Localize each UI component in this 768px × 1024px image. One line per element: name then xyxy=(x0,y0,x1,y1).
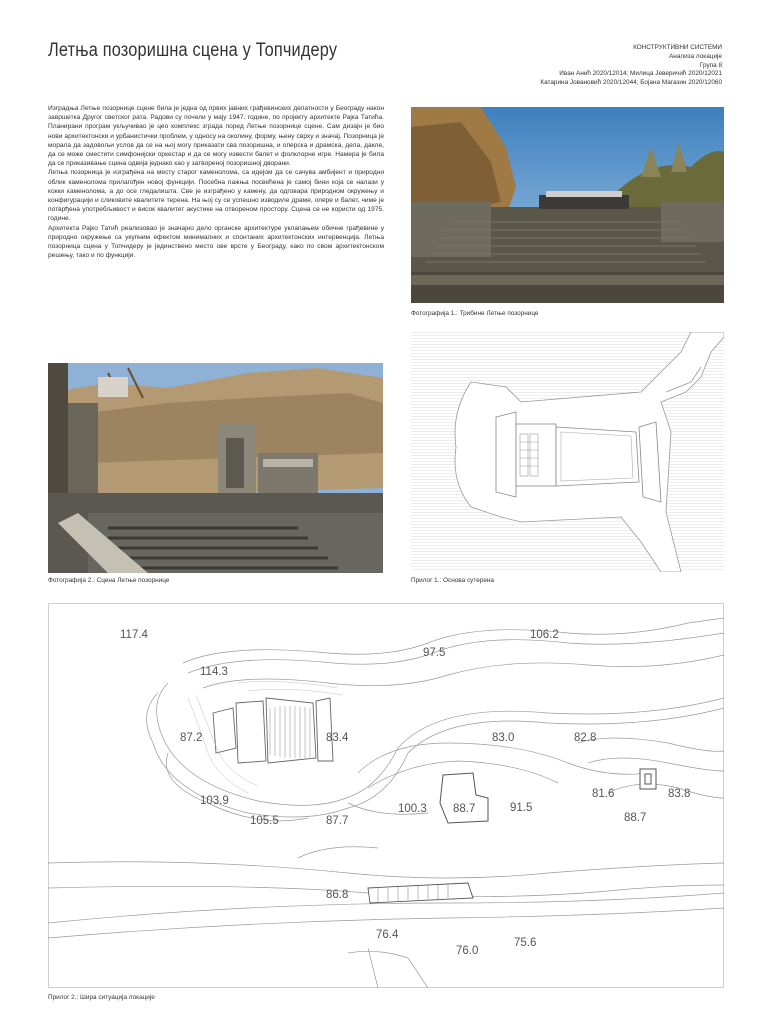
photo-tribunes-image xyxy=(411,107,724,303)
elevation-label: 76.4 xyxy=(376,929,399,941)
elevation-label: 114.3 xyxy=(200,666,228,678)
elevation-label: 88.7 xyxy=(453,803,476,815)
elevation-label: 75.6 xyxy=(514,937,537,949)
paragraph-1: Изградња Летње позорнице сцене била је једна од првих јавних грађевинских делатности у Београду након завршетка Другог светског рата. Радови су почели у мају 1947. године, по пројекту архитекте Рајка Татића. Планирани програм укључивао је цео комплекс зграда поред Летње позорнице сцене. Сам дизајн је био нови архитектонски и урбанистички проблем, у односу на околину, форму, њену сврху и значај. Позорница је морала да задовољи услов да се на њој могу приказати сва позоришна, и оперска и драмска, дела, дакле, да се може сместити симфонијски оркестар и да се могу извести балет и фолклорне игре. Намера је била да се приказивање сцена одвија једнако као у затвореној позоришној дворани. xyxy=(48,105,384,168)
caption-plan-2: Прилог 2.: Шира ситуација локације xyxy=(48,994,155,1001)
elevation-label: 82.8 xyxy=(574,732,597,744)
authors-line-1: Иван Анић 2020/12014; Милица Јеверичић 2020/12021 xyxy=(559,70,722,78)
elevation-label: 117.4 xyxy=(120,629,148,641)
photo-stage xyxy=(48,363,383,573)
elevation-label: 88.7 xyxy=(624,812,647,824)
basement-plan-drawing xyxy=(411,332,724,572)
elevation-label: 91.5 xyxy=(510,802,533,814)
elevation-label: 83.4 xyxy=(326,732,349,744)
elevation-label: 97.5 xyxy=(423,647,446,659)
elevation-label: 86.8 xyxy=(326,889,349,901)
body-text xyxy=(48,104,384,260)
caption-plan-1: Прилог 1.: Основа сутерена xyxy=(411,577,494,584)
elevation-label: 100.3 xyxy=(398,803,427,815)
group-number: Група 8 xyxy=(699,61,722,69)
elevation-label: 76.0 xyxy=(456,945,479,957)
course-name: КОНСТРУКТИВНИ СИСТЕМИ xyxy=(633,44,722,51)
site-plan xyxy=(48,603,724,988)
photo-stage-image xyxy=(48,363,383,573)
basement-floor-plan xyxy=(411,332,724,572)
elevation-label: 83.8 xyxy=(668,788,691,800)
elevation-label: 87.7 xyxy=(326,815,349,827)
section-name: Анализа локације xyxy=(669,52,722,60)
paragraph-2: Летња позорница је изграђена на месту старог каменолома, са идејом да се сачува амбијент и природни облик каменолома прилагођен новој функцији. Посебна пажња посвећена је самој бини која се налази у кокки каменолома, а до осе гледалишта. Све је изграђено у камену, да одговара природном окружењу и конфигурацији и сликовите квалитете терена. На њој су се успешно изводиле драме, опере и балет, чиме је потврђена употребљивост и висок квалитет акустике на отвореном простору. Сцена се не користи од 1975. године. xyxy=(48,169,384,223)
paragraph-3: Архитекта Рајко Татић реализовао је значајно дело органске архитектуре уклапањем обичне грађевине у природно окружење са укупним ефектом минималних и спонтаних архитектонских интервенција. Летња позорница сцена у Топчидеру је јединствено место ове врсте у Београду, како по свом архитектонском решењу, тако и по функцији. xyxy=(48,224,384,260)
elevation-label: 83.0 xyxy=(492,732,515,744)
caption-photo-1: Фотографија 1.: Трибине Летње позорнице xyxy=(411,310,539,317)
project-meta xyxy=(540,44,722,88)
photo-tribunes xyxy=(411,107,724,303)
site-plan-drawing xyxy=(48,603,724,988)
elevation-label: 105.5 xyxy=(250,815,279,827)
elevation-label: 106.2 xyxy=(530,629,559,641)
elevation-label: 81.6 xyxy=(592,788,615,800)
caption-photo-2: Фотографија 2.: Сцена Летње позорнице xyxy=(48,577,170,584)
authors-line-2: Катарина Јовановић 2020/12044; Бојана Магазин 2020/12060 xyxy=(540,79,722,87)
elevation-label: 87.2 xyxy=(180,732,203,744)
page-title: Летња позоришна сцена у Топчидеру xyxy=(48,40,338,61)
elevation-label: 103.9 xyxy=(200,795,229,807)
